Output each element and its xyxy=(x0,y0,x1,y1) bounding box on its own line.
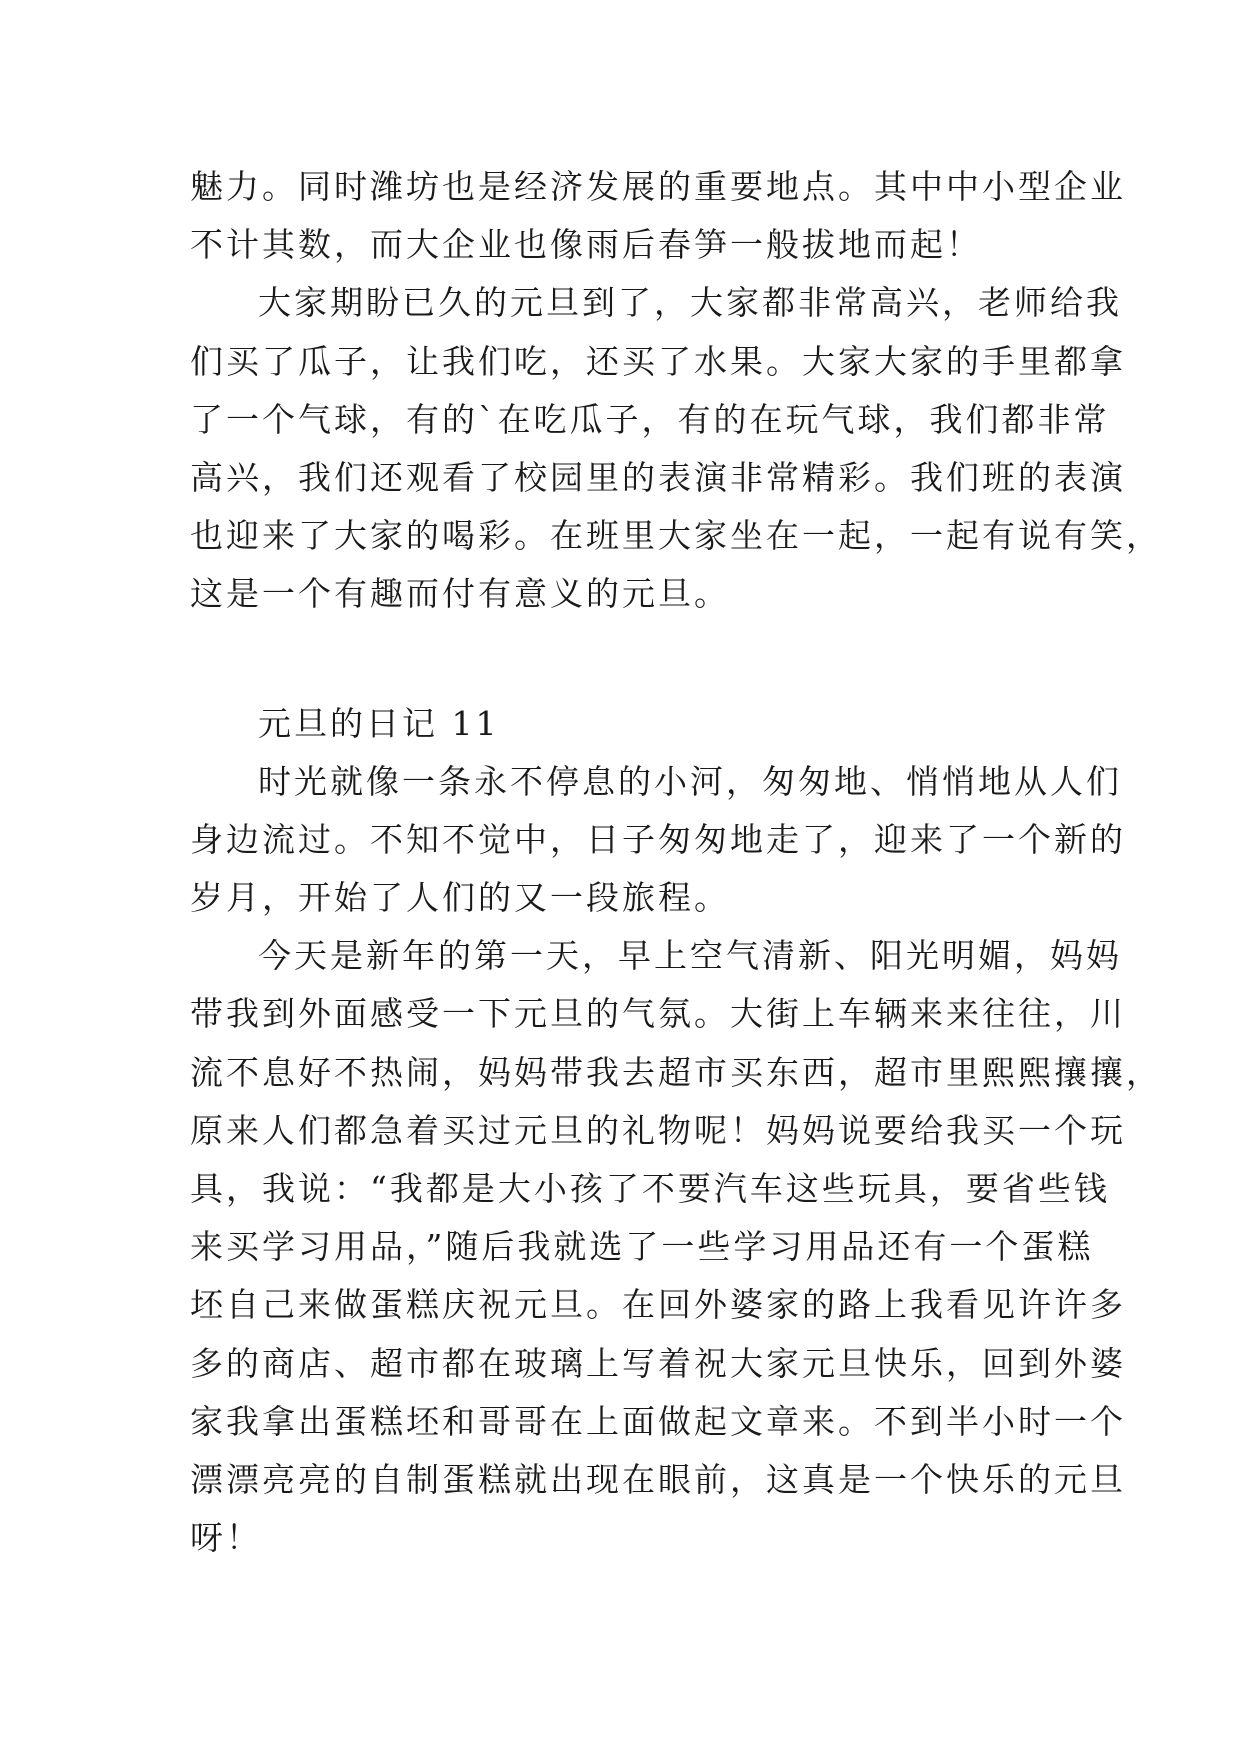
paragraph-new-year-day xyxy=(190,927,1162,1567)
text-line: 漂漂亮亮的自制蛋糕就出现在眼前，这真是一个快乐的元旦 xyxy=(190,1459,1126,1499)
text-line: 也迎来了大家的喝彩。在班里大家坐在一起，一起有说有笑， xyxy=(190,516,1162,556)
text-line: 时光就像一条永不停息的小河，匆匆地、悄悄地从人们 xyxy=(258,761,1122,801)
text-line: 多的商店、超市都在玻璃上写着祝大家元旦快乐，回到外婆 xyxy=(190,1343,1126,1383)
paragraph-time-river xyxy=(190,753,1126,928)
text-line: 原来人们都急着买过元旦的礼物呢！妈妈说要给我买一个玩 xyxy=(190,1110,1126,1150)
section-gap xyxy=(190,624,1056,695)
text-line: 来买学习用品，”随后我就选了一些学习用品还有一个蛋糕 xyxy=(190,1227,1094,1267)
text-line: 这是一个有趣而付有意义的元旦。 xyxy=(190,574,730,614)
text-line: 魅力。同时潍坊也是经济发展的重要地点。其中中小型企业 xyxy=(190,167,1126,206)
text-line: 们买了瓜子，让我们吃，还买了水果。大家大家的手里都拿 xyxy=(190,341,1126,381)
text-line: 今天是新年的第一天，早上空气清新、阳光明媚，妈妈 xyxy=(258,936,1122,976)
document-body xyxy=(190,158,1162,1567)
text-line: 带我到外面感受一下元旦的气氛。大街上车辆来来往往，川 xyxy=(190,994,1126,1034)
text-line: 呀！ xyxy=(190,1518,262,1558)
text-line: 家我拿出蛋糕坯和哥哥在上面做起文章来。不到半小时一个 xyxy=(190,1401,1126,1441)
paragraph-new-year-party xyxy=(190,274,1162,623)
text-line: 身边流过。不知不觉中，日子匆匆地走了，迎来了一个新的 xyxy=(190,819,1126,859)
paragraph-continued xyxy=(190,158,1126,274)
text-line: 流不息好不热闹，妈妈带我去超市买东西，超市里熙熙攘攘， xyxy=(190,1052,1162,1092)
text-line: 大家期盼已久的元旦到了，大家都非常高兴，老师给我 xyxy=(258,283,1122,323)
text-line: 具，我说：“我都是大小孩了不要汽车这些玩具，要省些钱 xyxy=(190,1169,1110,1208)
text-line: 了一个气球，有的`在吃瓜子，有的在玩气球，我们都非常 xyxy=(190,399,1110,439)
section-title: 元旦的日记 11 xyxy=(258,703,500,743)
text-line: 坯自己来做蛋糕庆祝元旦。在回外婆家的路上我看见许许多 xyxy=(190,1285,1126,1325)
text-line: 岁月，开始了人们的又一段旅程。 xyxy=(190,878,730,918)
text-line: 不计其数，而大企业也像雨后春笋一般拔地而起！ xyxy=(190,225,982,265)
text-line: 高兴，我们还观看了校园里的表演非常精彩。我们班的表演 xyxy=(190,457,1126,497)
